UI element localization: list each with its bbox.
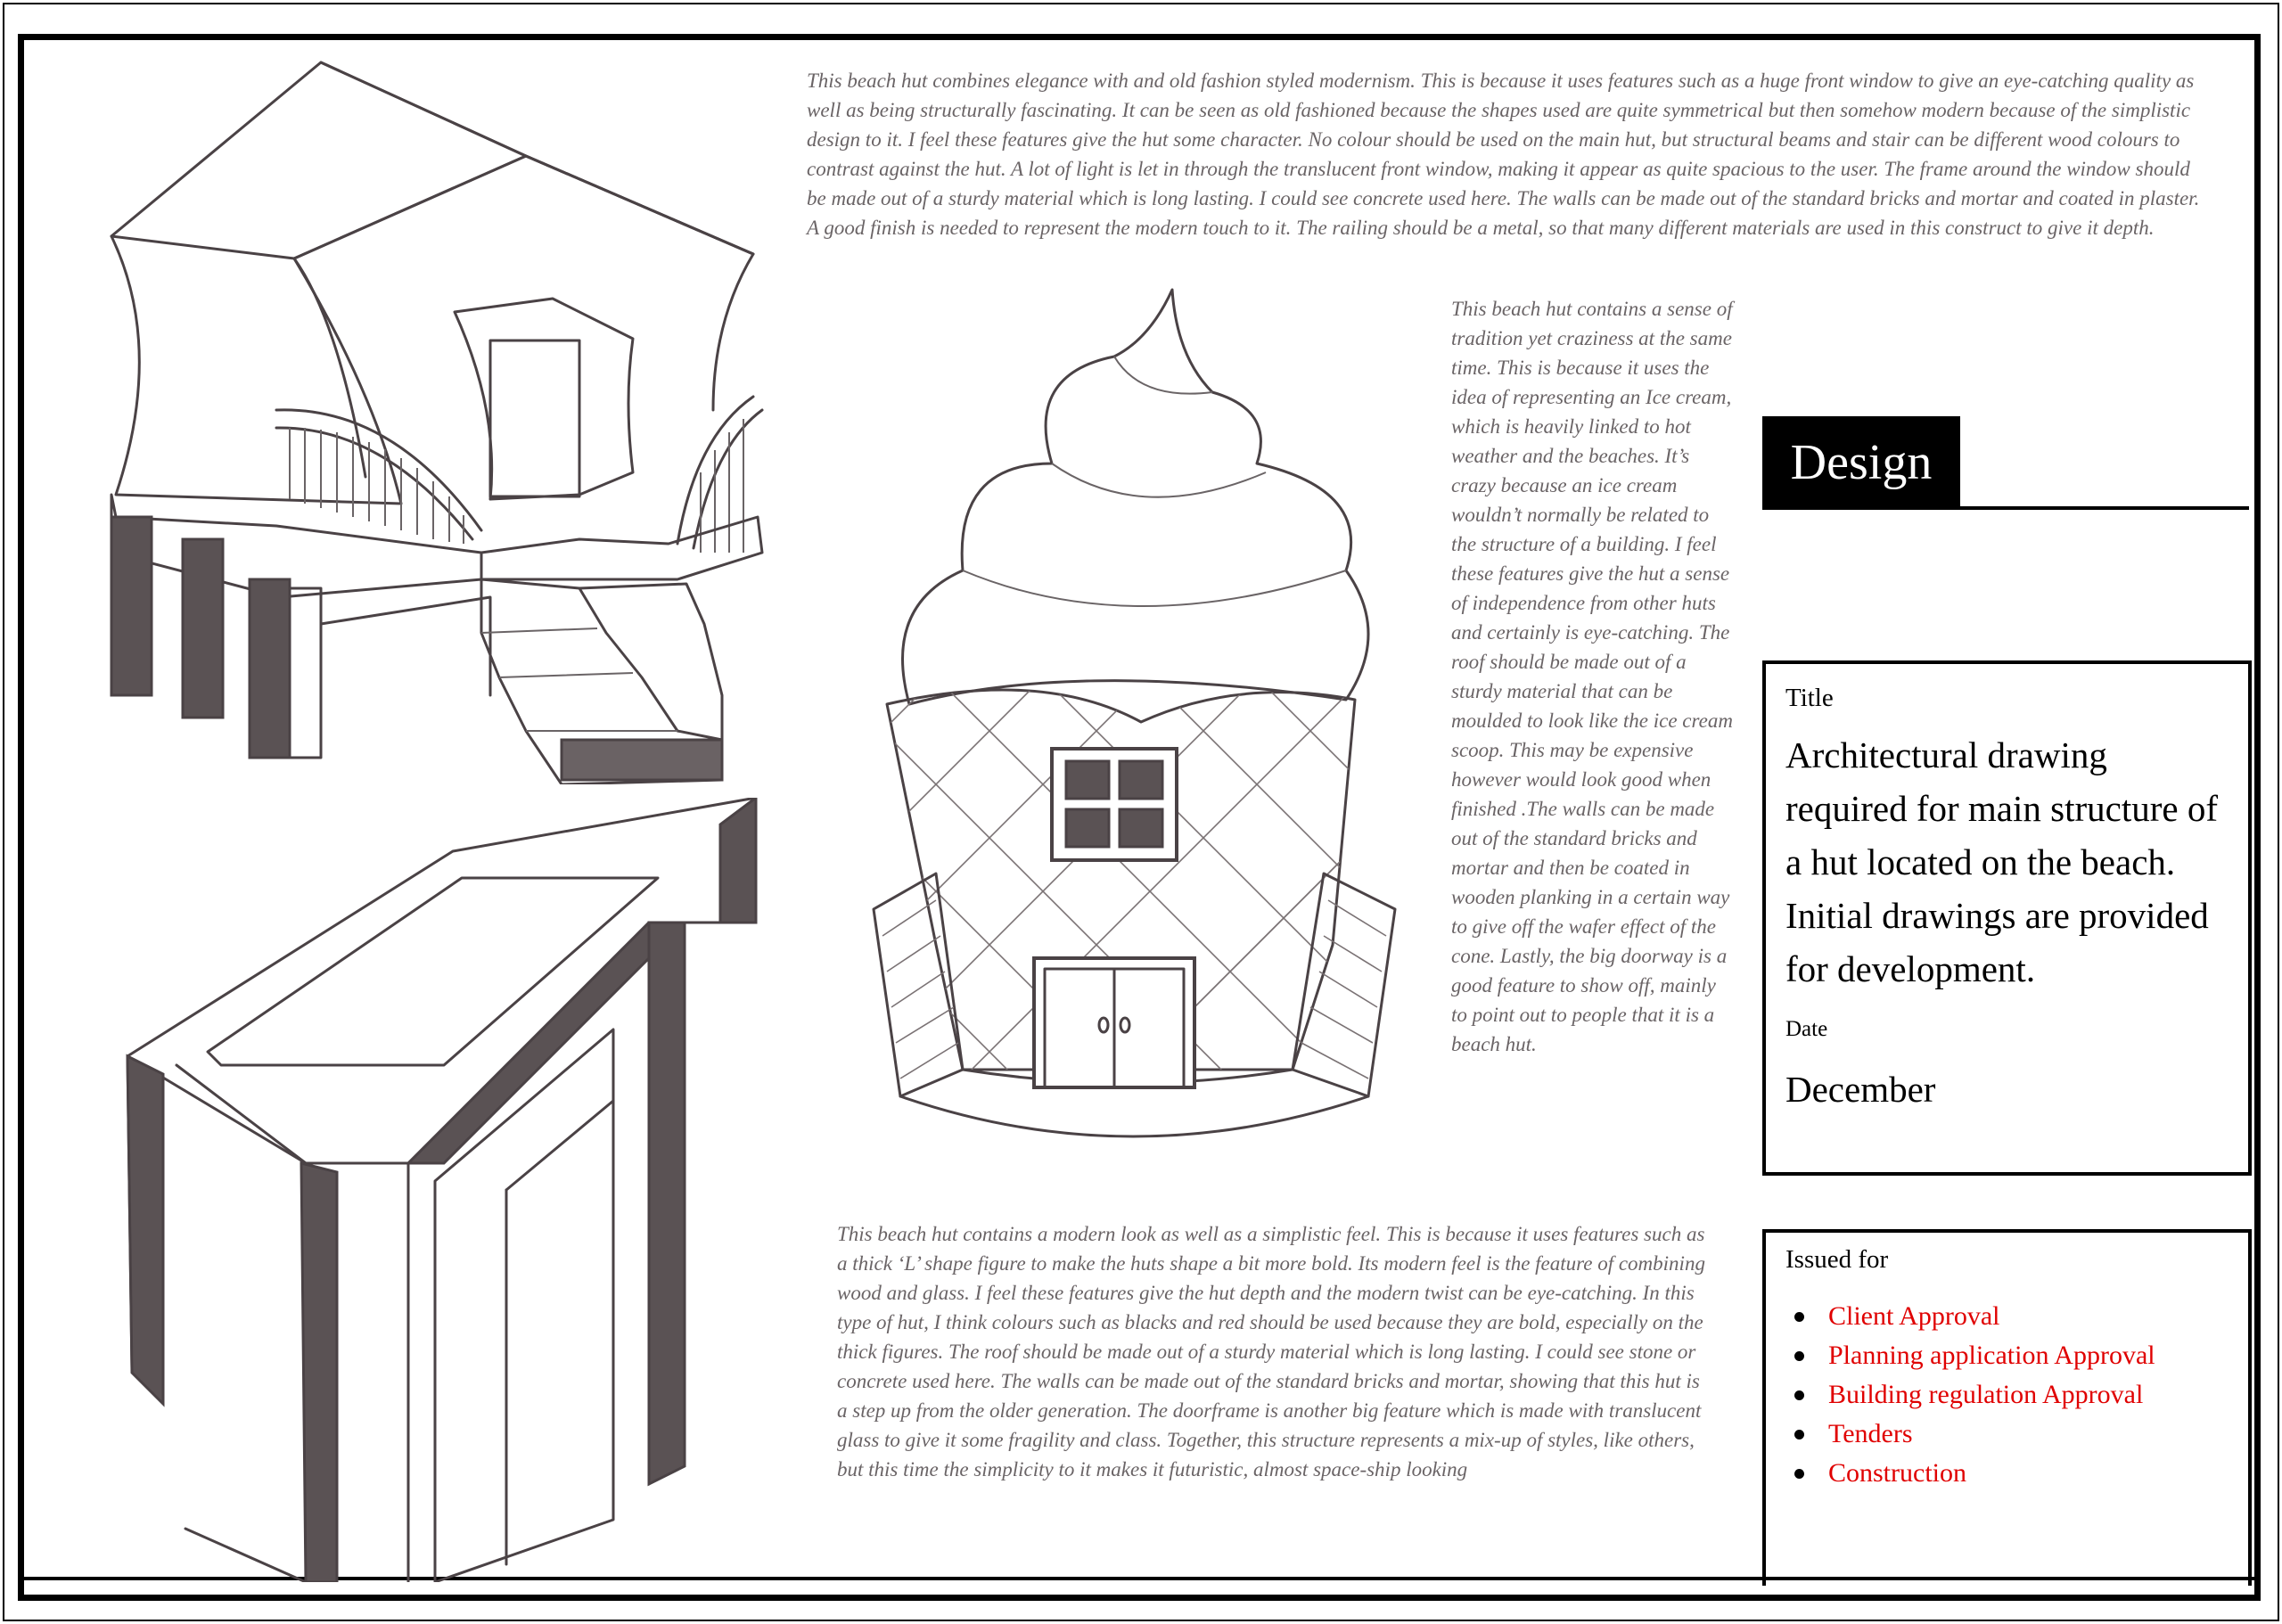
title-text: Architectural drawing required for main structure of a hut located on the beach. Initial drawings are provided for development.: [1785, 734, 2218, 989]
description-l-shape-hut: This beach hut contains a modern look as well as a simplistic feel. This is because it uses features such as a thick ‘L’ shape figure to make the huts shape a bit more bold. Its modern feel is the feature of combining wood and glass. I feel these features give the hut depth and the modern twist can be eye-catching. In this type of hut, I think colours such as blacks and red should be used because they are bold, especially on the thick figures. The roof should be made out of a sturdy material which is long lasting. I could see stone or concrete used here. The walls can be made out of the standard bricks and mortar, showing that this hut is a step up from the older generation. The doorframe is another big feature which is made with translucent glass to give it some fragility and class. Together, this structure represents a mix-up of styles, like others, but this time the simplicity to it makes it futuristic, almost space-ship looking: [837, 1223, 1705, 1480]
house-sketch: [98, 53, 776, 784]
description-house-hut: This beach hut combines elegance with and old fashion styled modernism. This is because it uses features such as a huge front window to give an eye-catching quality as well as being structurally fascinating. It can be seen as old fashioned because the shapes used are quite symmetrical but then somehow modern because of the simplistic design to it. I feel these features give the hut some character. No colour should be used on the main hut, but structural beams and stair can be different wood colours to contrast against the hut. A lot of light is let in through the translucent front window, making it appear as quite spacious to the user. The frame around the window should be made out of a sturdy material which is long lasting. I could see concrete used here. The walls can be made out of the standard bricks and mortar and coated in plaster. A good finish is needed to represent the modern touch to it. The railing should be a metal, so that many different materials are used in this construct to give it depth.: [807, 70, 2200, 239]
design-underline: [1762, 506, 2249, 510]
issued-for-item: [1785, 1336, 2229, 1375]
issued-for-item-label: Construction: [1828, 1458, 1966, 1488]
bullet-icon: [1794, 1312, 1804, 1322]
issued-for-list: [1785, 1297, 2229, 1493]
date-label: Date: [1785, 1017, 1828, 1041]
bullet-icon: [1794, 1430, 1804, 1439]
icecream-hut-sketch: [847, 285, 1444, 1177]
bullet-icon: [1794, 1390, 1804, 1400]
issued-for-item-label: Planning application Approval: [1828, 1341, 2155, 1370]
issued-for-item: [1785, 1454, 2229, 1493]
issued-for-item: [1785, 1297, 2229, 1336]
bullet-icon: [1794, 1469, 1804, 1479]
title-label: Title: [1785, 684, 1834, 712]
issued-for-item: [1785, 1375, 2229, 1415]
issued-for-item-label: Client Approval: [1828, 1301, 2000, 1331]
issued-for-label: Issued for: [1785, 1245, 1889, 1274]
issued-for-item-label: Building regulation Approval: [1828, 1380, 2144, 1409]
title-block: [1762, 660, 2252, 1176]
design-banner: Design: [1762, 416, 1960, 509]
issued-for-item-label: Tenders: [1828, 1419, 1913, 1448]
l-shape-hut-sketch: [114, 798, 774, 1582]
issued-for-block: [1762, 1229, 2252, 1586]
bullet-icon: [1794, 1351, 1804, 1361]
issued-for-item: [1785, 1415, 2229, 1454]
description-icecream-hut: This beach hut contains a sense of tradition yet craziness at the same time. This is because it uses the idea of representing an Ice cream, which is heavily linked to hot weather and the beaches. It’s crazy because an ice cream wouldn’t normally be related to the structure of a building. I feel these features give the hut a sense of independence from other huts and certainly is eye-catching. The roof should be made out of a sturdy material that can be moulded to look like the ice cream scoop. This may be expensive however would look good when finished .The walls can be made out of the standard bricks and mortar and then be coated in wooden planking in a certain way to give off the wafer effect of the cone. Lastly, the big doorway is a good feature to show off, mainly to point out to people that it is a beach hut.: [1451, 298, 1733, 1055]
date-value: December: [1785, 1069, 1936, 1110]
